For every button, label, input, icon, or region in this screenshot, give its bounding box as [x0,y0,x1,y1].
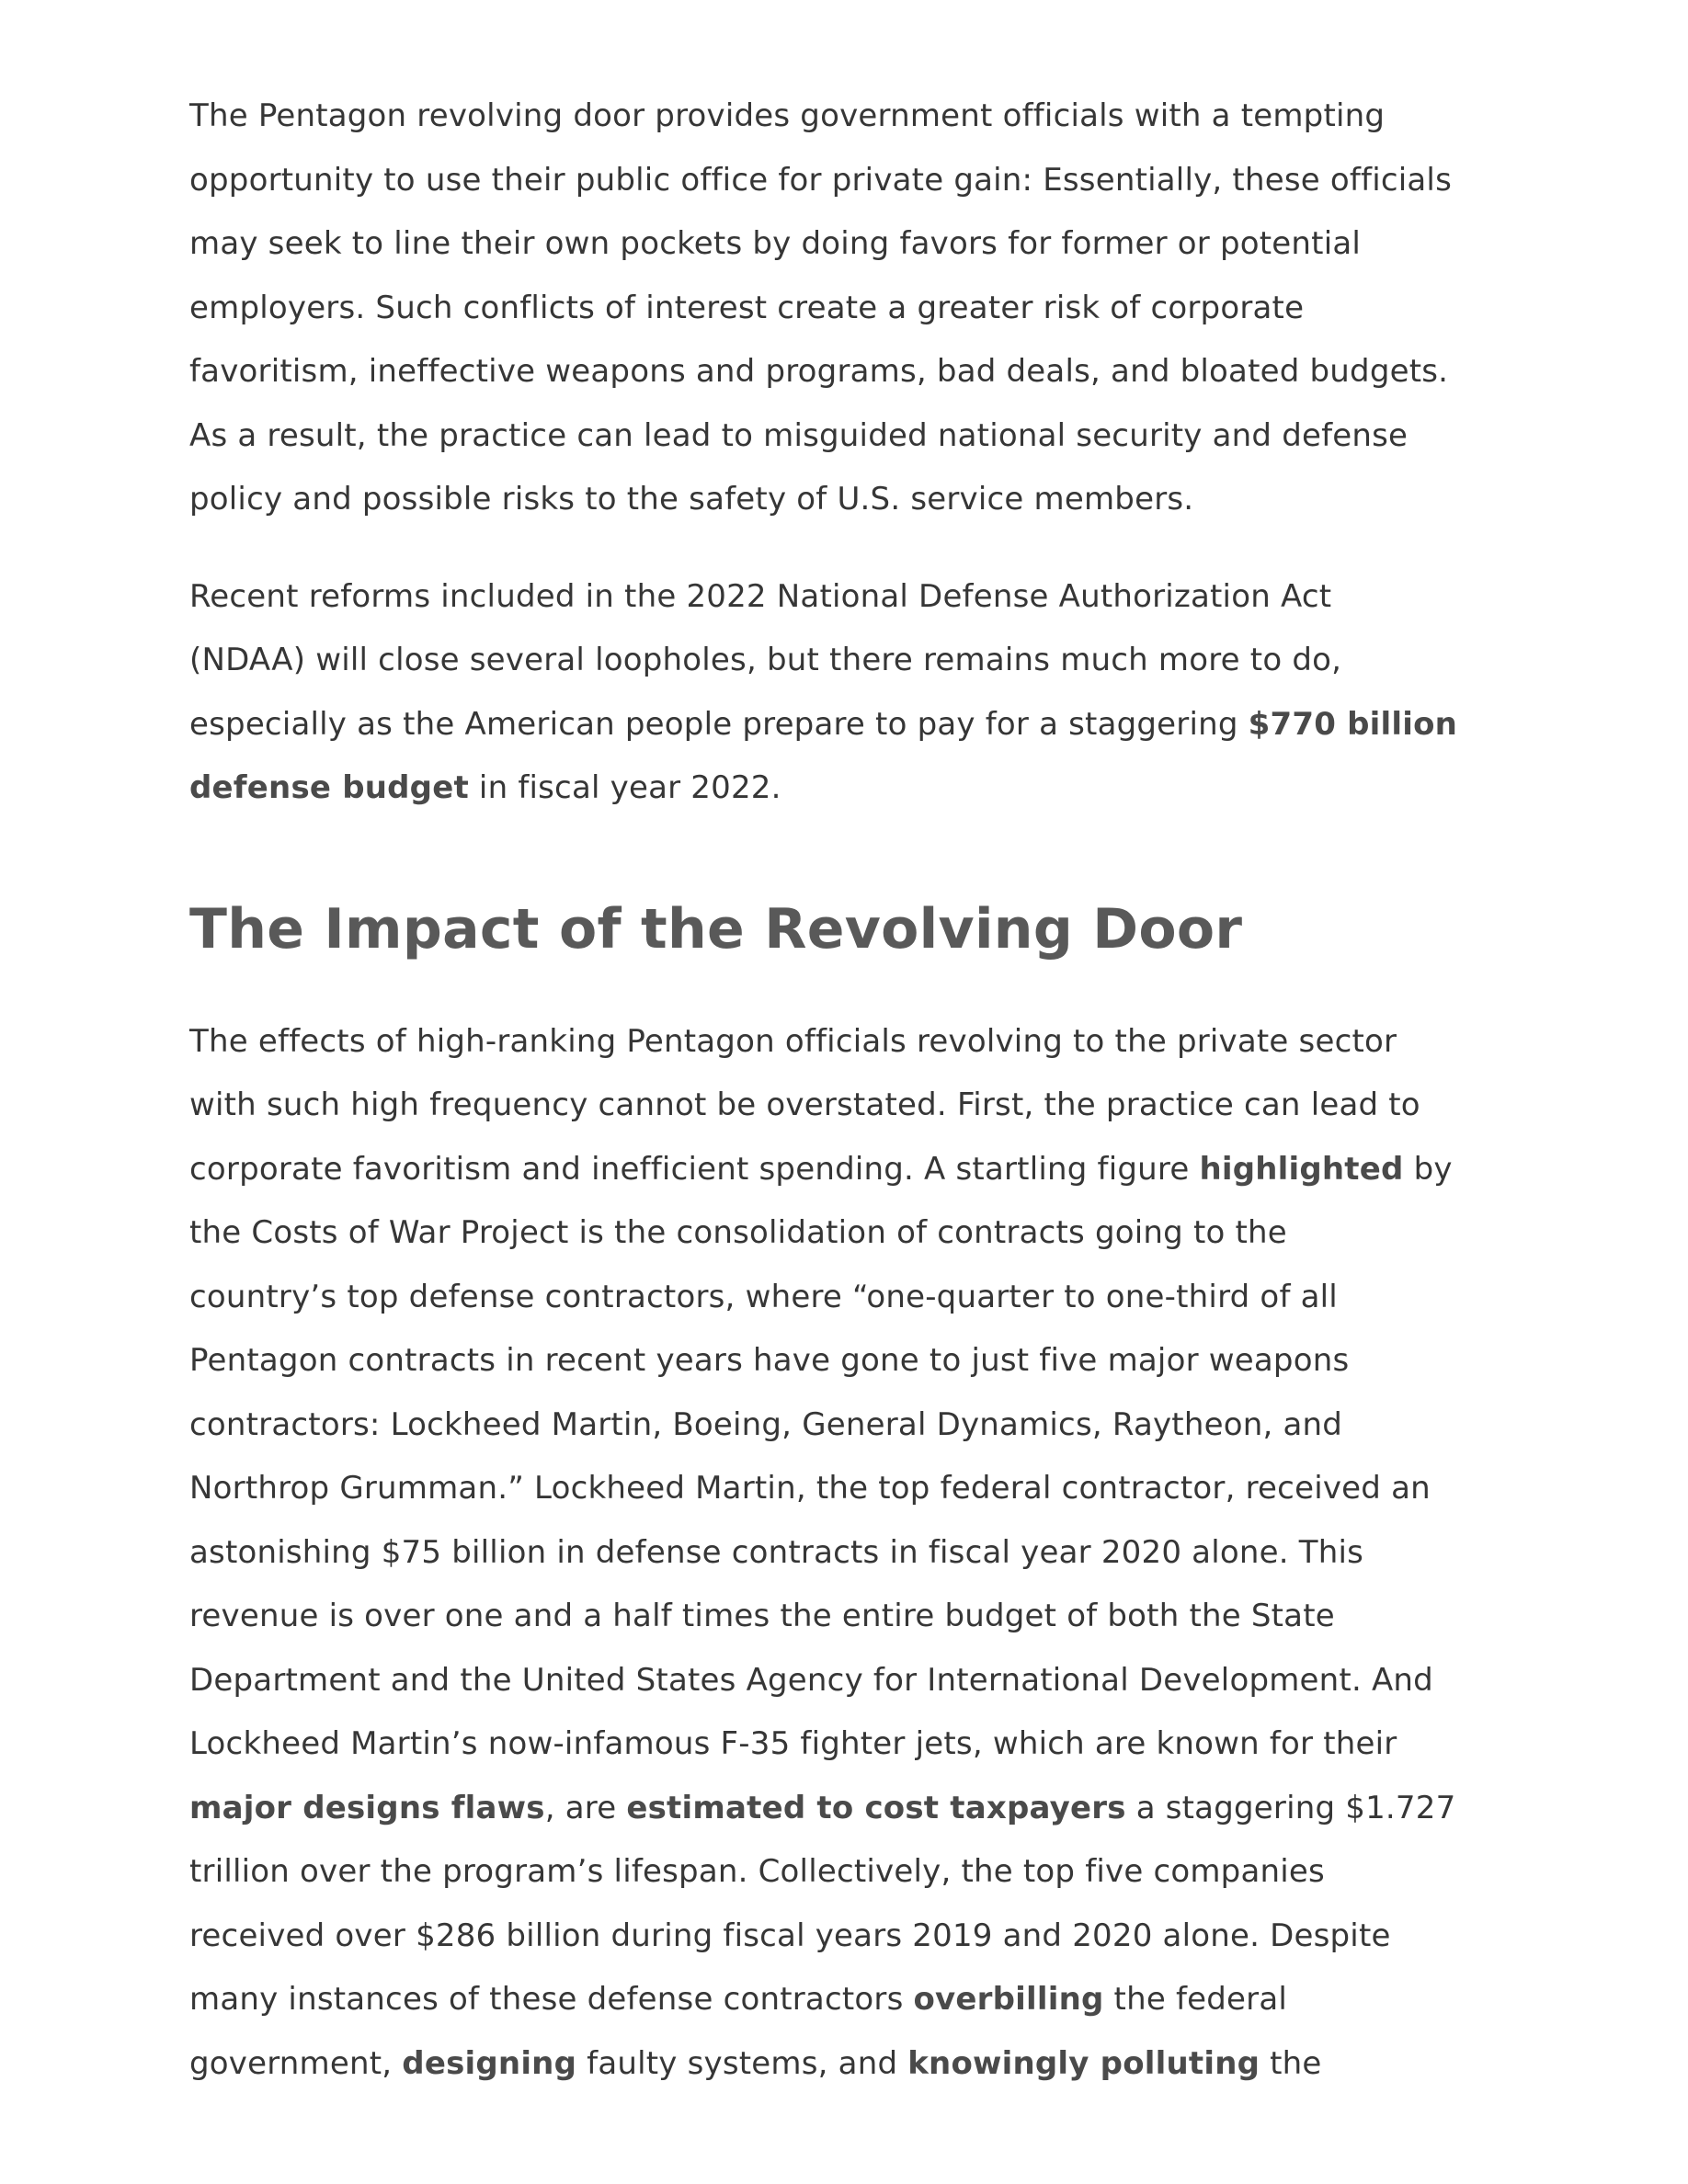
text-run: trillion over the program’s lifespan. Collectively, the top five companies [189,1853,1325,1890]
text-line [189,565,1477,630]
text-run: contractors: Lockheed Martin, Boeing, General Dynamics, Raytheon, and [189,1405,1343,1443]
text-run: government, [189,2044,403,2082]
text-run: a staggering $1.727 [1125,1789,1456,1826]
text-line [189,1649,1477,1713]
bold-link-text[interactable]: designing [402,2044,577,2082]
text-run: employers. Such conflicts of interest create a greater risk of corporate [189,289,1305,326]
text-line [189,1393,1477,1458]
text-line [189,1712,1477,1777]
text-line [189,468,1477,532]
section-paragraph [189,1010,1477,2097]
bold-link-text[interactable]: defense budget [189,769,469,806]
text-run: corporate favoritism and inefficient spending. A startling figure [189,1150,1200,1188]
text-run: by [1403,1150,1453,1188]
text-run: with such high frequency cannot be overstated. First, the practice can lead to [189,1086,1420,1123]
intro-paragraph-2 [189,565,1477,821]
text-line [189,404,1477,469]
text-run: The Pentagon revolving door provides government officials with a tempting [189,97,1386,134]
text-run: faulty systems, and [576,2044,908,2082]
text-line [189,1905,1477,1969]
text-line [189,1457,1477,1521]
text-run: the [1260,2044,1322,2082]
text-run: Pentagon contracts in recent years have gone to just five major weapons [189,1342,1350,1379]
text-line [189,1074,1477,1138]
text-line [189,1266,1477,1330]
bold-link-text[interactable]: highlighted [1199,1150,1404,1188]
text-line [189,1968,1477,2032]
text-run: received over $286 billion during fiscal years 2019 and 2020 alone. Despite [189,1917,1391,1954]
text-run: Department and the United States Agency for International Development. And [189,1661,1433,1699]
text-line [189,1521,1477,1586]
text-run: policy and possible risks to the safety of U.S. service members. [189,481,1194,518]
bold-link-text[interactable]: estimated to cost taxpayers [626,1789,1126,1826]
text-line [189,277,1477,341]
text-run: especially as the American people prepare to pay for a staggering [189,705,1249,743]
text-line [189,1777,1477,1841]
text-run: the Costs of War Project is the consolidation of contracts going to the [189,1214,1287,1251]
text-run: Northrop Grumman.” Lockheed Martin, the top federal contractor, received an [189,1470,1431,1507]
bold-link-text[interactable]: $770 billion [1248,705,1458,743]
text-line [189,85,1477,149]
text-line [189,756,1477,821]
text-line [189,1585,1477,1649]
text-run: many instances of these defense contractors [189,1981,914,2018]
text-line [189,1010,1477,1075]
text-run: the federal [1103,1981,1288,2018]
text-line [189,340,1477,404]
text-line [189,149,1477,213]
text-line [189,629,1477,693]
text-line [189,212,1477,277]
text-run: astonishing $75 billion in defense contracts in fiscal year 2020 alone. This [189,1533,1364,1571]
text-run: revenue is over one and a half times the entire budget of both the State [189,1598,1335,1634]
text-line [189,2032,1477,2097]
intro-paragraph-1 [189,85,1477,532]
text-line [189,1840,1477,1905]
bold-link-text[interactable]: knowingly polluting [907,2044,1260,2082]
text-run: opportunity to use their public office for private gain: Essentially, these officials [189,161,1452,199]
text-run: Lockheed Martin’s now-infamous F-35 fighter jets, which are known for their [189,1725,1397,1762]
section-heading: The Impact of the Revolving Door [189,896,1243,961]
text-line [189,1138,1477,1202]
text-run: country’s top defense contractors, where “one-quarter to one-third of all [189,1278,1338,1315]
text-run: As a result, the practice can lead to misguided national security and defense [189,416,1409,454]
text-line [189,1329,1477,1393]
text-run: may seek to line their own pockets by doing favors for former or potential [189,225,1362,262]
article-body [189,85,1477,2096]
text-run: favoritism, ineffective weapons and programs, bad deals, and bloated budgets. [189,353,1449,390]
text-line [189,1201,1477,1266]
text-run: (NDAA) will close several loopholes, but there remains much more to do, [189,642,1342,678]
bold-link-text[interactable]: overbilling [913,1981,1104,2018]
text-run: , are [544,1789,627,1826]
text-run: The effects of high-ranking Pentagon officials revolving to the private sector [189,1022,1397,1060]
text-run: in fiscal year 2022. [468,769,781,806]
text-line [189,693,1477,757]
text-run: Recent reforms included in the 2022 National Defense Authorization Act [189,577,1332,615]
bold-link-text[interactable]: major designs flaws [189,1789,545,1826]
